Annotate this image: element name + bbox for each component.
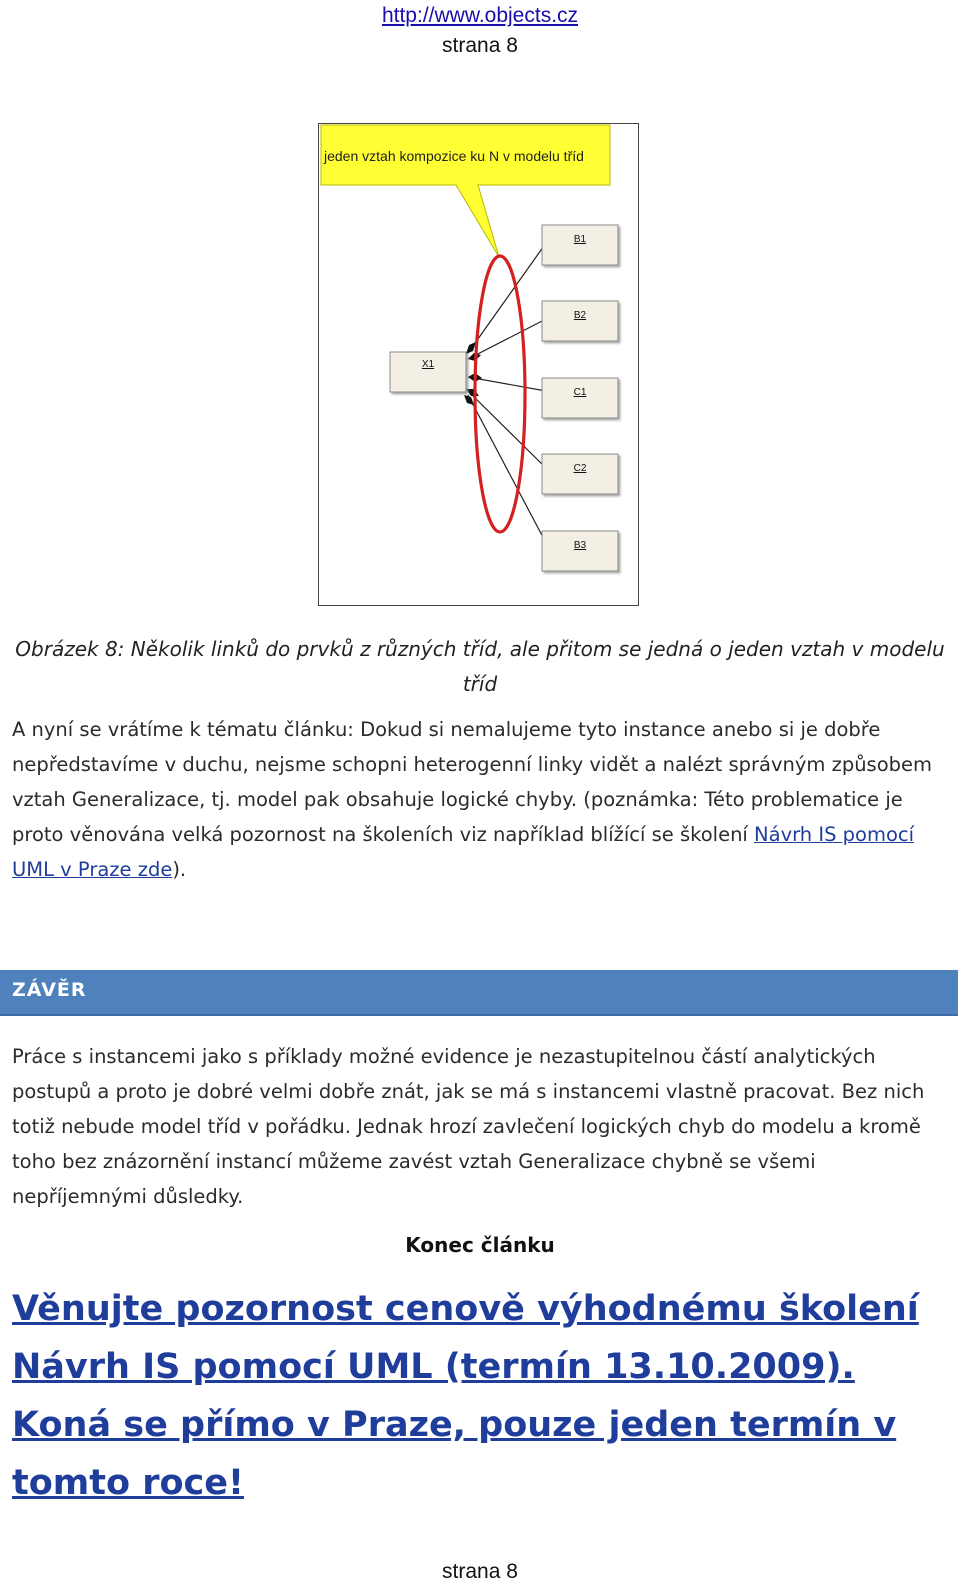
paragraph-conclusion: Práce s instancemi jako s příklady možné evidence je nezastupitelnou částí analytických postupů a proto je dobré velmi dobře znát, jak se má s instancemi vlastně pracovat. Bez nich totiž nebude model tříd v pořádku. Jednak hrozí zavlečení logických chyb do modelu a kromě toho bez znázornění instancí můžeme zavést vztah Generalizace chybně se všemi nepříjemnými důsledky. — [12, 1045, 925, 1208]
figure-caption: Obrázek 8: Několik linků do prvků z různých tříd, ale přitom se jedná o jeden vztah v modelu tříd — [15, 637, 945, 696]
paragraph-intro-tail: ). — [172, 858, 187, 881]
class-box-x1 — [390, 352, 466, 392]
class-box-c1 — [542, 378, 618, 418]
end-of-article-label: Konec článku — [405, 1233, 555, 1257]
uml-class-diagram — [318, 123, 640, 607]
section-title: ZÁVĚR — [12, 979, 87, 1001]
training-promo-link[interactable]: Věnujte pozornost cenově výhodnému školení Návrh IS pomocí UML (termín 13.10.2009). Koná se přímo v Praze, pouze jeden termín v tomto roce! — [12, 1289, 919, 1503]
header-url-link[interactable]: http://www.objects.cz — [381, 4, 579, 27]
class-name-b2: B2 — [573, 310, 587, 321]
paragraph-intro — [12, 712, 952, 887]
class-box-c2 — [542, 454, 618, 494]
footer-page-number: strana 8 — [442, 1560, 518, 1583]
class-box-b2 — [542, 301, 618, 341]
class-name-x1: X1 — [421, 359, 435, 370]
class-box-b1 — [542, 225, 618, 265]
class-name-b3: B3 — [573, 540, 587, 551]
class-name-c1: C1 — [573, 387, 587, 398]
class-box-b3 — [542, 531, 618, 571]
class-name-b1: B1 — [573, 234, 587, 245]
course-link[interactable]: Návrh IS pomocí UML v Praze zde — [12, 823, 915, 881]
section-header-bar — [0, 970, 958, 1016]
uml-diagram-canvas — [318, 123, 640, 607]
class-name-c2: C2 — [573, 463, 587, 474]
header-page-number: strana 8 — [442, 34, 518, 57]
paragraph-intro-text: A nyní se vrátíme k tématu článku: Dokud si nemalujeme tyto instance anebo si je dobře nepředstavíme v duchu, nejsme schopni heterogenní linky vidět a nalézt správným způsobem vztah Generalizace, tj. model pak obsahuje logické chyby. (poznámka: Této problematice je proto věnována velká pozornost na školeních viz například blížící se školení — [12, 718, 933, 846]
callout-text: jeden vztah kompozice ku N v modelu tříd — [324, 148, 584, 164]
